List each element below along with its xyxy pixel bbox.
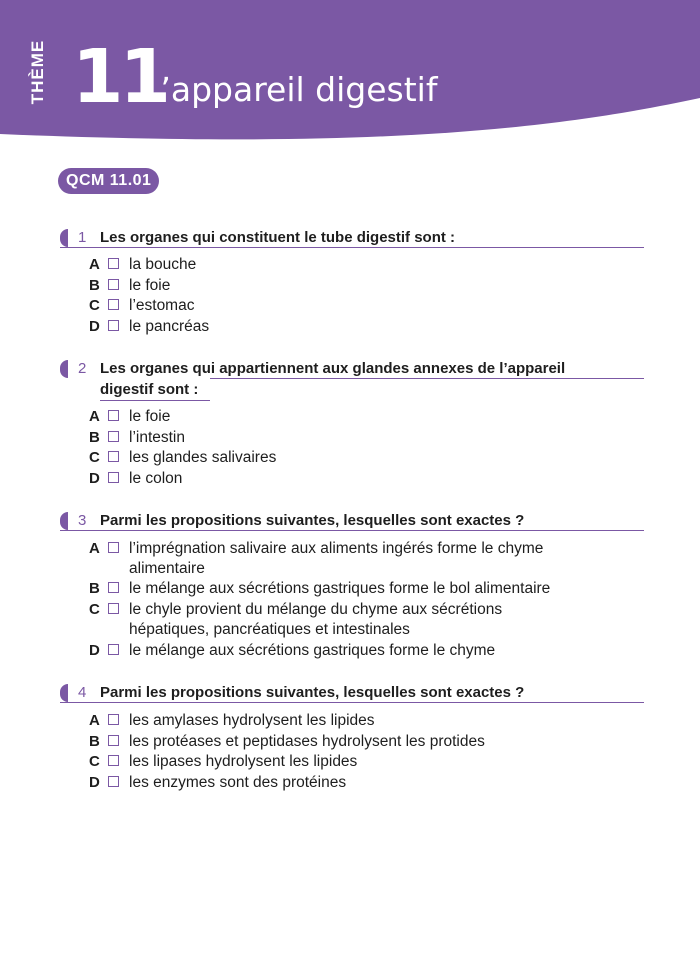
checkbox[interactable] <box>108 776 119 787</box>
checkbox[interactable] <box>108 410 119 421</box>
question-2-header <box>60 360 644 400</box>
theme-number: 11 <box>72 34 167 120</box>
question-number: 2 <box>78 360 87 377</box>
question-number: 1 <box>78 229 87 246</box>
option-letter: B <box>89 580 100 597</box>
checkbox[interactable] <box>108 735 119 746</box>
checkbox[interactable] <box>108 582 119 593</box>
option-letter: D <box>89 318 100 335</box>
option-text: le foie <box>129 408 171 425</box>
question-marker <box>60 229 68 247</box>
checkbox[interactable] <box>108 279 119 290</box>
question-text: Parmi les propositions suivantes, lesquelles sont exactes ? <box>100 512 525 529</box>
checkbox[interactable] <box>108 542 119 553</box>
checkbox[interactable] <box>108 258 119 269</box>
option-text: le mélange aux sécrétions gastriques forme le chyme <box>129 642 496 659</box>
question-number: 4 <box>78 684 87 701</box>
checkbox[interactable] <box>108 603 119 614</box>
option-letter: B <box>89 277 100 294</box>
option-text-line2: alimentaire <box>129 560 205 577</box>
option-letter: A <box>89 540 100 557</box>
option-letter: C <box>89 601 100 618</box>
question-1-header <box>60 229 644 248</box>
checkbox[interactable] <box>108 644 119 655</box>
question-marker <box>60 684 68 702</box>
checkbox[interactable] <box>108 320 119 331</box>
checkbox[interactable] <box>108 714 119 725</box>
option-text: les glandes salivaires <box>129 449 277 466</box>
checkbox[interactable] <box>108 472 119 483</box>
option-letter: B <box>89 733 100 750</box>
option-text: le colon <box>129 470 183 487</box>
option-text: l’estomac <box>129 297 195 314</box>
option-letter: D <box>89 774 100 791</box>
theme-label: THÈME <box>28 39 47 105</box>
option-text: la bouche <box>129 256 197 273</box>
option-text: l’intestin <box>129 429 185 446</box>
question-underline <box>100 400 210 401</box>
option-text-line2: hépatiques, pancréatiques et intestinales <box>129 621 410 638</box>
question-marker <box>60 360 68 378</box>
question-marker <box>60 512 68 530</box>
option-letter: B <box>89 429 100 446</box>
question-text: Les organes qui constituent le tube digestif sont : <box>100 229 456 246</box>
option-letter: C <box>89 297 100 314</box>
checkbox[interactable] <box>108 299 119 310</box>
question-text-line2: digestif sont : <box>100 381 199 398</box>
question-text-line1: Les organes qui appartiennent aux glandes annexes de l’appareil <box>100 360 566 377</box>
option-letter: C <box>89 449 100 466</box>
page-title: L’appareil digestif <box>142 70 438 109</box>
option-text: les protéases et peptidases hydrolysent les protides <box>129 733 485 750</box>
option-letter: D <box>89 642 100 659</box>
option-text: le pancréas <box>129 318 210 335</box>
option-text: le mélange aux sécrétions gastriques forme le bol alimentaire <box>129 580 551 597</box>
option-letter: D <box>89 470 100 487</box>
checkbox[interactable] <box>108 431 119 442</box>
option-letter: A <box>89 256 100 273</box>
qcm-badge: QCM 11.01 <box>58 168 159 194</box>
question-4-header <box>60 684 644 703</box>
question-underline <box>210 378 644 379</box>
option-text-line1: l’imprégnation salivaire aux aliments ingérés forme le chyme <box>129 540 544 557</box>
checkbox[interactable] <box>108 755 119 766</box>
option-text-line1: le chyle provient du mélange du chyme aux sécrétions <box>129 601 503 618</box>
option-text: les lipases hydrolysent les lipides <box>129 753 358 770</box>
question-number: 3 <box>78 512 87 529</box>
question-3-header <box>60 512 644 531</box>
option-text: les enzymes sont des protéines <box>129 774 347 791</box>
option-letter: A <box>89 712 100 729</box>
option-letter: A <box>89 408 100 425</box>
option-text: les amylases hydrolysent les lipides <box>129 712 375 729</box>
option-text: le foie <box>129 277 171 294</box>
question-text: Parmi les propositions suivantes, lesquelles sont exactes ? <box>100 684 525 701</box>
option-letter: C <box>89 753 100 770</box>
checkbox[interactable] <box>108 451 119 462</box>
